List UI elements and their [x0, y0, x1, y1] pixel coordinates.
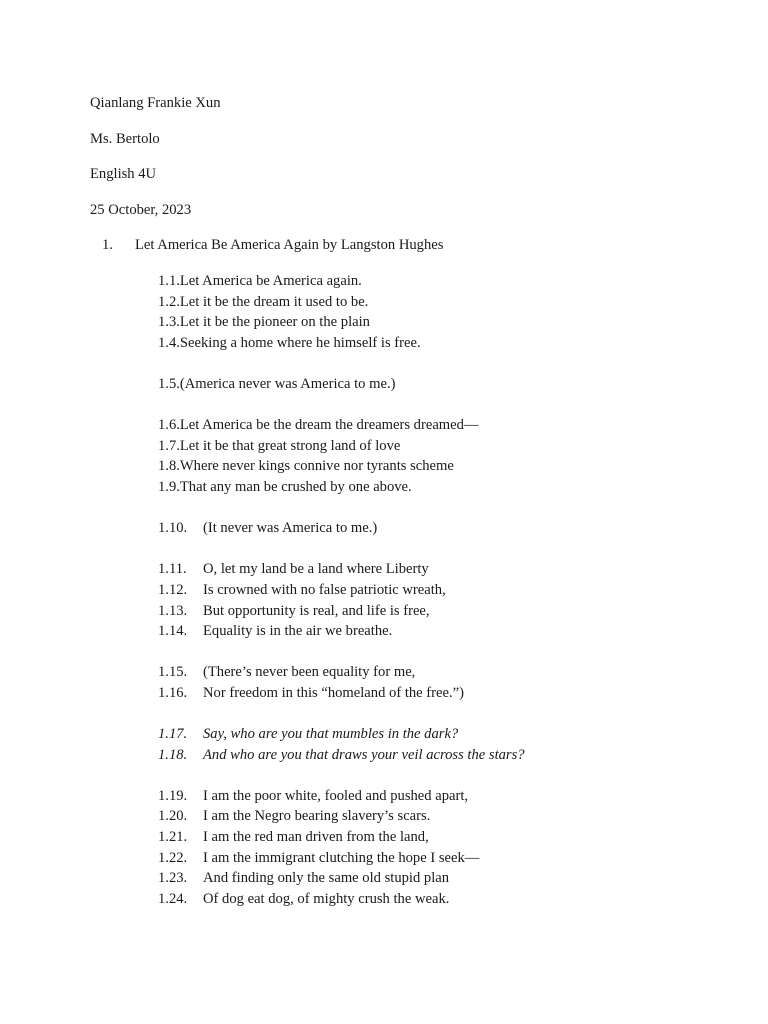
verse-number: 1.5.: [158, 375, 180, 392]
poem-verses: [158, 271, 758, 930]
verse-number: 1.7.: [158, 437, 180, 454]
stanza: [158, 518, 758, 539]
verse-number: 1.13.: [158, 602, 188, 619]
verse-number: 1.11.: [158, 561, 187, 578]
verse-line: [158, 662, 758, 683]
verse-number: 1.20.: [158, 808, 188, 825]
verse-line: [158, 621, 758, 642]
verse-number: 1.15.: [158, 664, 188, 681]
stanza: [158, 662, 758, 703]
verse-text: Let it be the pioneer on the plain: [179, 314, 370, 331]
verse-number: 1.12.: [158, 581, 188, 598]
verse-number: 1.21.: [158, 829, 188, 846]
verse-number: 1.16.: [158, 684, 188, 701]
verse-number: 1.3.: [158, 314, 180, 331]
verse-line: [158, 848, 758, 869]
section-title: Let America Be America Again by Langston Hughes: [135, 237, 444, 253]
verse-line: [158, 683, 758, 704]
verse-text: Is crowned with no false patriotic wreath,: [203, 581, 446, 598]
verse-text: Seeking a home where he himself is free.: [179, 334, 421, 351]
verse-text: I am the immigrant clutching the hope I seek—: [203, 849, 480, 866]
stanza: [158, 786, 758, 910]
teacher-name: Ms. Bertolo: [90, 131, 160, 147]
verse-line: [158, 889, 758, 910]
verse-text: Say, who are you that mumbles in the dark?: [203, 726, 459, 743]
verse-text: (There’s never been equality for me,: [203, 664, 416, 681]
verse-text: Where never kings connive nor tyrants scheme: [179, 458, 454, 475]
verse-line: [158, 806, 758, 827]
verse-number: 1.10.: [158, 520, 188, 537]
verse-line: [158, 477, 758, 498]
verse-text: (It never was America to me.): [203, 520, 378, 537]
verse-line: [158, 518, 758, 539]
section-number: 1.: [102, 237, 113, 253]
verse-text: Of dog eat dog, of mighty crush the weak.: [203, 890, 450, 907]
verse-text: But opportunity is real, and life is free,: [203, 602, 430, 619]
verse-text: Let America be the dream the dreamers dreamed—: [179, 417, 479, 434]
verse-line: [158, 292, 758, 313]
verse-number: 1.8.: [158, 458, 180, 475]
verse-number: 1.6.: [158, 417, 180, 434]
verse-number: 1.2.: [158, 293, 180, 310]
verse-number: 1.17.: [158, 726, 188, 743]
verse-line: [158, 868, 758, 889]
verse-number: 1.19.: [158, 787, 188, 804]
verse-number: 1.23.: [158, 870, 188, 887]
verse-line: [158, 580, 758, 601]
stanza: [158, 271, 758, 353]
verse-line: [158, 436, 758, 457]
verse-text: Let it be that great strong land of love: [179, 437, 401, 454]
stanza: [158, 415, 758, 497]
course-name: English 4U: [90, 166, 157, 182]
verse-text: I am the poor white, fooled and pushed apart,: [203, 787, 469, 804]
verse-number: 1.18.: [158, 746, 188, 763]
verse-text: Equality is in the air we breathe.: [203, 623, 393, 640]
verse-line: [158, 374, 758, 395]
verse-text: I am the red man driven from the land,: [203, 829, 429, 846]
verse-number: 1.1.: [158, 273, 180, 289]
verse-text: And who are you that draws your veil across the stars?: [203, 746, 525, 763]
verse-number: 1.14.: [158, 623, 188, 640]
verse-line: [158, 559, 758, 580]
verse-number: 1.24.: [158, 890, 188, 907]
stanza: [158, 559, 758, 641]
verse-text: Let America be America again.: [179, 273, 362, 289]
verse-line: [158, 786, 758, 807]
student-name: Qianlang Frankie Xun: [90, 95, 221, 111]
verse-text: And finding only the same old stupid plan: [203, 870, 450, 887]
verse-text: Nor freedom in this “homeland of the free.”): [203, 684, 464, 701]
section-heading: [102, 236, 443, 254]
verse-number: 1.9.: [158, 478, 180, 495]
verse-text: O, let my land be a land where Liberty: [203, 561, 429, 578]
verse-line: [158, 456, 758, 477]
verse-line: [158, 827, 758, 848]
verse-text: (America never was America to me.): [179, 375, 396, 392]
document-date: 25 October, 2023: [90, 202, 192, 218]
verse-line: [158, 271, 758, 292]
stanza: [158, 724, 758, 765]
verse-number: 1.22.: [158, 849, 188, 866]
verse-line: [158, 745, 758, 766]
verse-line: [158, 333, 758, 354]
verse-line: [158, 601, 758, 622]
verse-text: Let it be the dream it used to be.: [179, 293, 369, 310]
stanza: [158, 374, 758, 395]
verse-line: [158, 312, 758, 333]
verse-number: 1.4.: [158, 334, 180, 351]
verse-text: That any man be crushed by one above.: [179, 478, 412, 495]
verse-line: [158, 415, 758, 436]
verse-text: I am the Negro bearing slavery’s scars.: [203, 808, 431, 825]
verse-line: [158, 724, 758, 745]
